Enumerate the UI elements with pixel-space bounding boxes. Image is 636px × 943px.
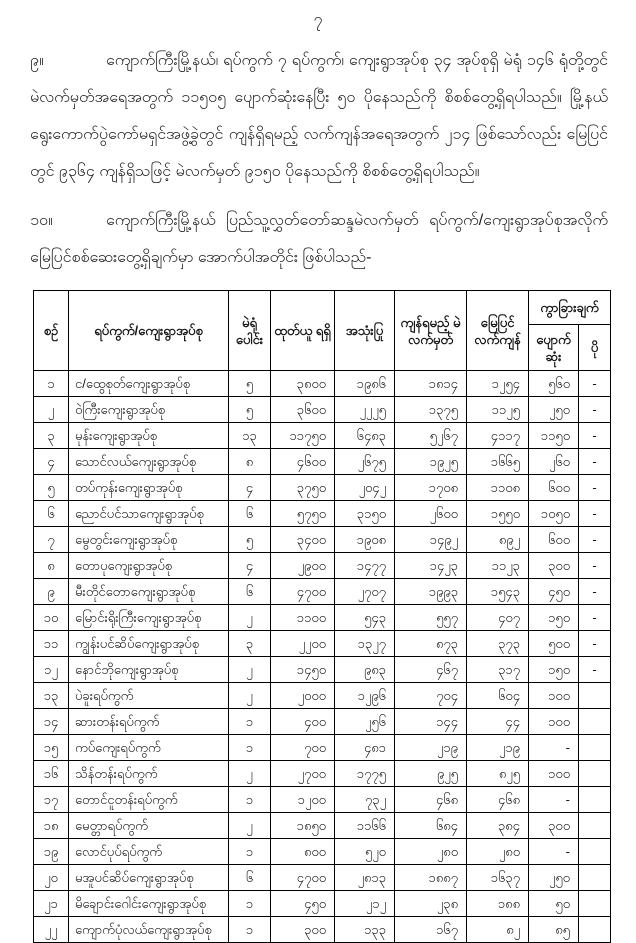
cell-received: ၃၈၀၀ [271,371,335,397]
cell-used: ၅၄၃ [335,605,395,631]
cell-serial: ၁၇ [34,787,69,813]
cell-ground-remaining: ၁၁၀၈ [467,475,529,501]
cell-serial: ၂၁ [34,891,69,917]
cell-polling-stations: ၆ [229,579,271,605]
table-row [34,709,611,735]
cell-polling-stations: ၂ [229,683,271,709]
cell-ballots-due: ၁၉၉၃ [395,579,467,605]
cell-ward-village: တပ်ကုန်းကျေးရွာအုပ်စု [69,475,229,501]
cell-serial: ၈ [34,553,69,579]
cell-excess [579,891,611,917]
cell-ballots-due: ၁၄၉၂ [395,527,467,553]
paragraph-9-text: ကျောက်ကြီးမြို့နယ်၊ ရပ်ကွက် ၇ ရပ်ကွက်၊ ကျေးရွာအုပ်စု ၃၄ အုပ်စုရှိ မဲရုံ ၁၄၆ ရုံတို့တွင် မဲလက်မှတ်အရေအတွက် ၁၁၅၀၅ ပျောက်ဆုံးနေပြီး ၅၀ ပိုနေသည်ကို စိစစ်တွေ့ရှိရပါသည်။ မြို့နယ် ရွေးကောက်ပွဲကော်မရှင်အဖွဲ့ခွဲတွင် ကျန်ရှိရမည့် လက်ကျန်အရေအတွက် ၂၁၄ ဖြစ်သော်လည်း မြေပြင်တွင် ၉၃၆၄ ကျန်ရှိသဖြင့် မဲလက်မှတ် ၉၁၅၀ ပိုနေသည်ကို စိစစ်တွေ့ရှိရပါသည်။ [30,52,608,180]
cell-excess [579,839,611,865]
cell-excess [579,813,611,839]
cell-received: ၃၀၀ [271,917,335,943]
cell-excess: - [579,501,611,527]
paragraph-9-number: ၉။ [30,52,44,69]
cell-ward-village: တောပုကျေးရွာအုပ်စု [69,553,229,579]
cell-missing: ၅၆၀ [529,371,579,397]
cell-polling-stations: ၄ [229,553,271,579]
cell-excess: - [579,605,611,631]
cell-ballots-due: ၂၃၈ [395,891,467,917]
cell-ward-village: ဝဲကြီးကျေးရွာအုပ်စု [69,397,229,423]
cell-ballots-due: ၆၈၄ [395,813,467,839]
cell-missing: ၁၀၀ [529,761,579,787]
cell-polling-stations: ၂ [229,813,271,839]
cell-ballots-due: ၁၈၈၇ [395,865,467,891]
table-row [34,631,611,657]
cell-received: ၈၀၀ [271,839,335,865]
cell-used: ၁၉၀၈ [335,527,395,553]
cell-polling-stations: ၁ [229,917,271,943]
cell-used: ၂၀၄၂ [335,475,395,501]
cell-serial: ၁ [34,371,69,397]
cell-ward-village: မီးတိုင်တောကျေးရွာအုပ်စု [69,579,229,605]
cell-ballots-due: ၂၆၀၀ [395,501,467,527]
cell-used: ၉၈၃ [335,657,395,683]
cell-ward-village: ကပ်ကျေးရပ်ကွက် [69,735,229,761]
cell-excess: - [579,631,611,657]
cell-ward-village: ကျွန်းပင်ဆိပ်ကျေးရွာအုပ်စု [69,631,229,657]
cell-ground-remaining: ၁၆၆၅ [467,449,529,475]
header-difference: ကွာခြားချက် [529,291,611,325]
cell-ground-remaining: ၃၈၄ [467,813,529,839]
cell-used: ၂၁၂ [335,891,395,917]
paragraph-9 [30,42,608,190]
cell-serial: ၉ [34,579,69,605]
cell-excess: - [579,423,611,449]
cell-ground-remaining: ၁၅၅၀ [467,501,529,527]
cell-ward-village: နောင်ဘိုကျေးရွာအုပ်စု [69,657,229,683]
cell-received: ၄၀၀ [271,709,335,735]
header-polling-stations: မဲရုံ ပေါင်း [229,291,271,371]
cell-excess [579,865,611,891]
cell-ground-remaining: ၄၀၇ [467,605,529,631]
cell-serial: ၁၅ [34,735,69,761]
cell-ballots-due: ၈၇၃ [395,631,467,657]
table-row [34,475,611,501]
cell-ground-remaining: ၈၂ [467,917,529,943]
ballot-results-table [33,290,611,943]
cell-used: ၇၃၂ [335,787,395,813]
header-serial: စဉ် [34,291,69,371]
cell-ballots-due: ၁၉၂၅ [395,449,467,475]
cell-ward-village: ပဲခူးရပ်ကွက် [69,683,229,709]
cell-ground-remaining: ၁၈၈ [467,891,529,917]
cell-serial: ၁၄ [34,709,69,735]
cell-received: ၂၂၀၀ [271,631,335,657]
cell-missing: - [529,839,579,865]
cell-used: ၂၈၁၃ [335,865,395,891]
cell-missing: ၅၀၀ [529,631,579,657]
table-row [34,527,611,553]
cell-received: ၄၇၀၀ [271,579,335,605]
cell-ward-village: ညောင်ပင်သာကျေးရွာအုပ်စု [69,501,229,527]
cell-polling-stations: ၁ [229,709,271,735]
cell-used: ၂၂၂၅ [335,397,395,423]
cell-polling-stations: ၁ [229,891,271,917]
cell-missing: ၃၀၀ [529,813,579,839]
cell-used: ၁၄၇၇ [335,553,395,579]
cell-ground-remaining: ၆၀၄ [467,683,529,709]
header-received: ထုတ်ယူ ရရှိ [271,291,335,371]
cell-used: ၁၃၂၇ [335,631,395,657]
cell-missing: ၁၀၀ [529,709,579,735]
table-row [34,865,611,891]
cell-polling-stations: ၆ [229,501,271,527]
table-row [34,423,611,449]
cell-excess [579,683,611,709]
cell-ground-remaining: ၃၁၇ [467,657,529,683]
cell-received: ၄၆၀၀ [271,449,335,475]
cell-used: ၆၄၈၃ [335,423,395,449]
cell-ward-village: မွေတွင်းကျေးရွာအုပ်စု [69,527,229,553]
cell-missing: ၈၅ [529,917,579,943]
cell-ward-village: မုန်းကျေးရွာအုပ်စု [69,423,229,449]
cell-polling-stations: ၁ [229,839,271,865]
cell-polling-stations: ၆ [229,865,271,891]
table-body [34,371,611,943]
cell-serial: ၅ [34,475,69,501]
cell-serial: ၁၉ [34,839,69,865]
cell-ground-remaining: ၂၈၀ [467,839,529,865]
cell-ballots-due: ၄၆၇ [395,657,467,683]
cell-serial: ၁၀ [34,605,69,631]
cell-ground-remaining: ၄၁၁၇ [467,423,529,449]
cell-ground-remaining: ၃၇၃ [467,631,529,657]
cell-excess: - [579,527,611,553]
cell-ward-village: မြောင်းရိုးကြီးကျေးရွာအုပ်စု [69,605,229,631]
cell-used: ၂၆၇၅ [335,449,395,475]
header-ground-remaining: မြေပြင် လက်ကျန် [467,291,529,371]
table-row [34,839,611,865]
cell-ballots-due: ၁၆၇ [395,917,467,943]
cell-received: ၃၄၀၀ [271,527,335,553]
cell-used: ၂၅၆ [335,709,395,735]
cell-ground-remaining: ၂၁၉ [467,735,529,761]
cell-polling-stations: ၁ [229,735,271,761]
table-row [34,449,611,475]
header-ward-village: ရပ်ကွက်/ကျေးရွာအုပ်စု [69,291,229,371]
cell-ward-village: င/ထွေစုတ်ကျေးရွာအုပ်စု [69,371,229,397]
cell-excess: - [579,371,611,397]
cell-serial: ၂ [34,397,69,423]
cell-ballots-due: ၁၄၄ [395,709,467,735]
table-row [34,397,611,423]
cell-missing: ၆၀၀ [529,527,579,553]
paragraph-10-number: ၁၀။ [30,212,53,229]
cell-missing: ၁၁၅၀ [529,423,579,449]
cell-received: ၃၇၅၀ [271,475,335,501]
cell-received: ၂၀၀၀ [271,683,335,709]
cell-ballots-due: ၁၈၁၄ [395,371,467,397]
cell-serial: ၂၂ [34,917,69,943]
table-row [34,371,611,397]
cell-received: ၃၆၀၀ [271,397,335,423]
paragraph-10-text: ကျောက်ကြီးမြို့နယ် ပြည်သူ့လွှတ်တော်ဆန္ဒမဲလက်မှတ် ရပ်ကွက်/ကျေးရွာအုပ်စုအလိုက် မြေပြင်စစ်ဆေးတွေ့ရှိချက်မှာ အောက်ပါအတိုင်း ဖြစ်ပါသည်- [30,212,608,266]
cell-missing: ၅၀ [529,891,579,917]
cell-excess [579,735,611,761]
table-row [34,891,611,917]
cell-serial: ၃ [34,423,69,449]
table-row [34,787,611,813]
cell-serial: ၁၆ [34,761,69,787]
cell-received: ၁၁၇၅၀ [271,423,335,449]
cell-excess [579,917,611,943]
cell-missing: ၁၅၀ [529,605,579,631]
cell-ward-village: မေတ္တာရပ်ကွက် [69,813,229,839]
cell-used: ၅၂၀ [335,839,395,865]
cell-received: ၁၁၀၀ [271,605,335,631]
cell-ground-remaining: ၁၂၅၄ [467,371,529,397]
cell-polling-stations: ၂ [229,605,271,631]
cell-missing: ၁၀၀ [529,683,579,709]
cell-missing: ၂၆၀ [529,449,579,475]
cell-used: ၁၇၇၅ [335,761,395,787]
cell-ground-remaining: ၄၆၈ [467,787,529,813]
cell-used: ၁၃၃ [335,917,395,943]
cell-missing: - [529,735,579,761]
header-missing: ပျောက် ဆုံး [529,325,579,371]
cell-polling-stations: ၅ [229,371,271,397]
table-row [34,735,611,761]
paragraph-10 [30,202,608,276]
cell-ballots-due: ၁၃၇၅ [395,397,467,423]
cell-received: ၁၂၀၀ [271,787,335,813]
cell-ground-remaining: ၁၅၄၃ [467,579,529,605]
cell-missing: ၂၅၀ [529,397,579,423]
cell-excess [579,761,611,787]
cell-excess: - [579,553,611,579]
cell-missing: ၃၀၀ [529,553,579,579]
cell-ground-remaining: ၁၁၂၃ [467,553,529,579]
cell-received: ၄၅၀ [271,891,335,917]
cell-ward-village: သိန်တန်းရပ်ကွက် [69,761,229,787]
cell-used: ၁၉၈၆ [335,371,395,397]
header-excess: ပို [579,325,611,371]
cell-polling-stations: ၁ [229,787,271,813]
cell-ward-village: လောင်ပုပ်ရပ်ကွက် [69,839,229,865]
cell-used: ၁၁၆၆ [335,813,395,839]
cell-serial: ၁၈ [34,813,69,839]
cell-ground-remaining: ၁၁၂၅ [467,397,529,423]
table-row [34,813,611,839]
cell-used: ၃၁၅၀ [335,501,395,527]
cell-serial: ၄ [34,449,69,475]
table-header [34,291,611,371]
cell-polling-stations: ၃ [229,631,271,657]
table-row [34,553,611,579]
cell-excess [579,709,611,735]
cell-polling-stations: ၂ [229,761,271,787]
cell-ballots-due: ၅၂၆၇ [395,423,467,449]
cell-ballots-due: ၄၆၈ [395,787,467,813]
cell-ballots-due: ၇၀၄ [395,683,467,709]
cell-polling-stations: ၁၃ [229,423,271,449]
cell-polling-stations: ၂ [229,657,271,683]
table-row [34,683,611,709]
cell-used: ၂၇၀၇ [335,579,395,605]
cell-ground-remaining: ၈၉၂ [467,527,529,553]
cell-ballots-due: ၂၁၉ [395,735,467,761]
cell-ward-village: ဆားတန်းရပ်ကွက် [69,709,229,735]
cell-received: ၄၇၀၀ [271,865,335,891]
cell-ballots-due: ၁၄၂၃ [395,553,467,579]
table-row [34,917,611,943]
cell-ground-remaining: ၁၆၃၇ [467,865,529,891]
cell-missing: ၄၅၀ [529,579,579,605]
table-row [34,579,611,605]
cell-serial: ၁၂ [34,657,69,683]
cell-received: ၇၀၀ [271,735,335,761]
cell-excess: - [579,579,611,605]
table-row [34,657,611,683]
table-row [34,605,611,631]
cell-received: ၂၉၀၀ [271,553,335,579]
cell-received: ၂၇၀၀ [271,761,335,787]
cell-excess: - [579,657,611,683]
header-used: အသုံးပြု [335,291,395,371]
cell-missing: - [529,787,579,813]
table-row [34,761,611,787]
cell-ward-village: တောင်ငူတန်းရပ်ကွက် [69,787,229,813]
cell-received: ၁၈၅၀ [271,813,335,839]
cell-received: ၁၄၅၀ [271,657,335,683]
cell-polling-stations: ၈ [229,449,271,475]
cell-ward-village: မိချောင်းဂေါင်းကျေးရွာအုပ်စု [69,891,229,917]
cell-excess: - [579,449,611,475]
cell-serial: ၆ [34,501,69,527]
cell-serial: ၁၃ [34,683,69,709]
cell-polling-stations: ၄ [229,475,271,501]
cell-ground-remaining: ၄၄ [467,709,529,735]
page-number: ၇ [313,11,323,28]
cell-ward-village: ကျောက်ပုံလယ်ကျေးရွာအုပ်စု [69,917,229,943]
cell-excess: - [579,397,611,423]
table-row [34,501,611,527]
cell-ballots-due: ၅၅၇ [395,605,467,631]
cell-polling-stations: ၅ [229,527,271,553]
cell-serial: ၂၀ [34,865,69,891]
cell-ward-village: သောင်လယ်ကျေးရွာအုပ်စု [69,449,229,475]
header-ballots-due: ကျန်ရမည့် မဲလက်မှတ် [395,291,467,371]
cell-used: ၄၈၁ [335,735,395,761]
cell-missing: ၆၀၀ [529,475,579,501]
cell-serial: ၇ [34,527,69,553]
cell-ballots-due: ၉၂၅ [395,761,467,787]
cell-polling-stations: ၅ [229,397,271,423]
cell-received: ၅၇၅၀ [271,501,335,527]
cell-used: ၁၂၉၆ [335,683,395,709]
cell-serial: ၁၁ [34,631,69,657]
cell-ballots-due: ၁၇၀၈ [395,475,467,501]
cell-missing: ၂၅၀ [529,865,579,891]
cell-excess: - [579,475,611,501]
cell-missing: ၁၀၅၀ [529,501,579,527]
cell-ward-village: မအူပင်ဆိပ်ကျေးရွာအုပ်စု [69,865,229,891]
cell-excess [579,787,611,813]
cell-missing: ၁၅၀ [529,657,579,683]
cell-ballots-due: ၂၈၀ [395,839,467,865]
cell-ground-remaining: ၈၂၅ [467,761,529,787]
